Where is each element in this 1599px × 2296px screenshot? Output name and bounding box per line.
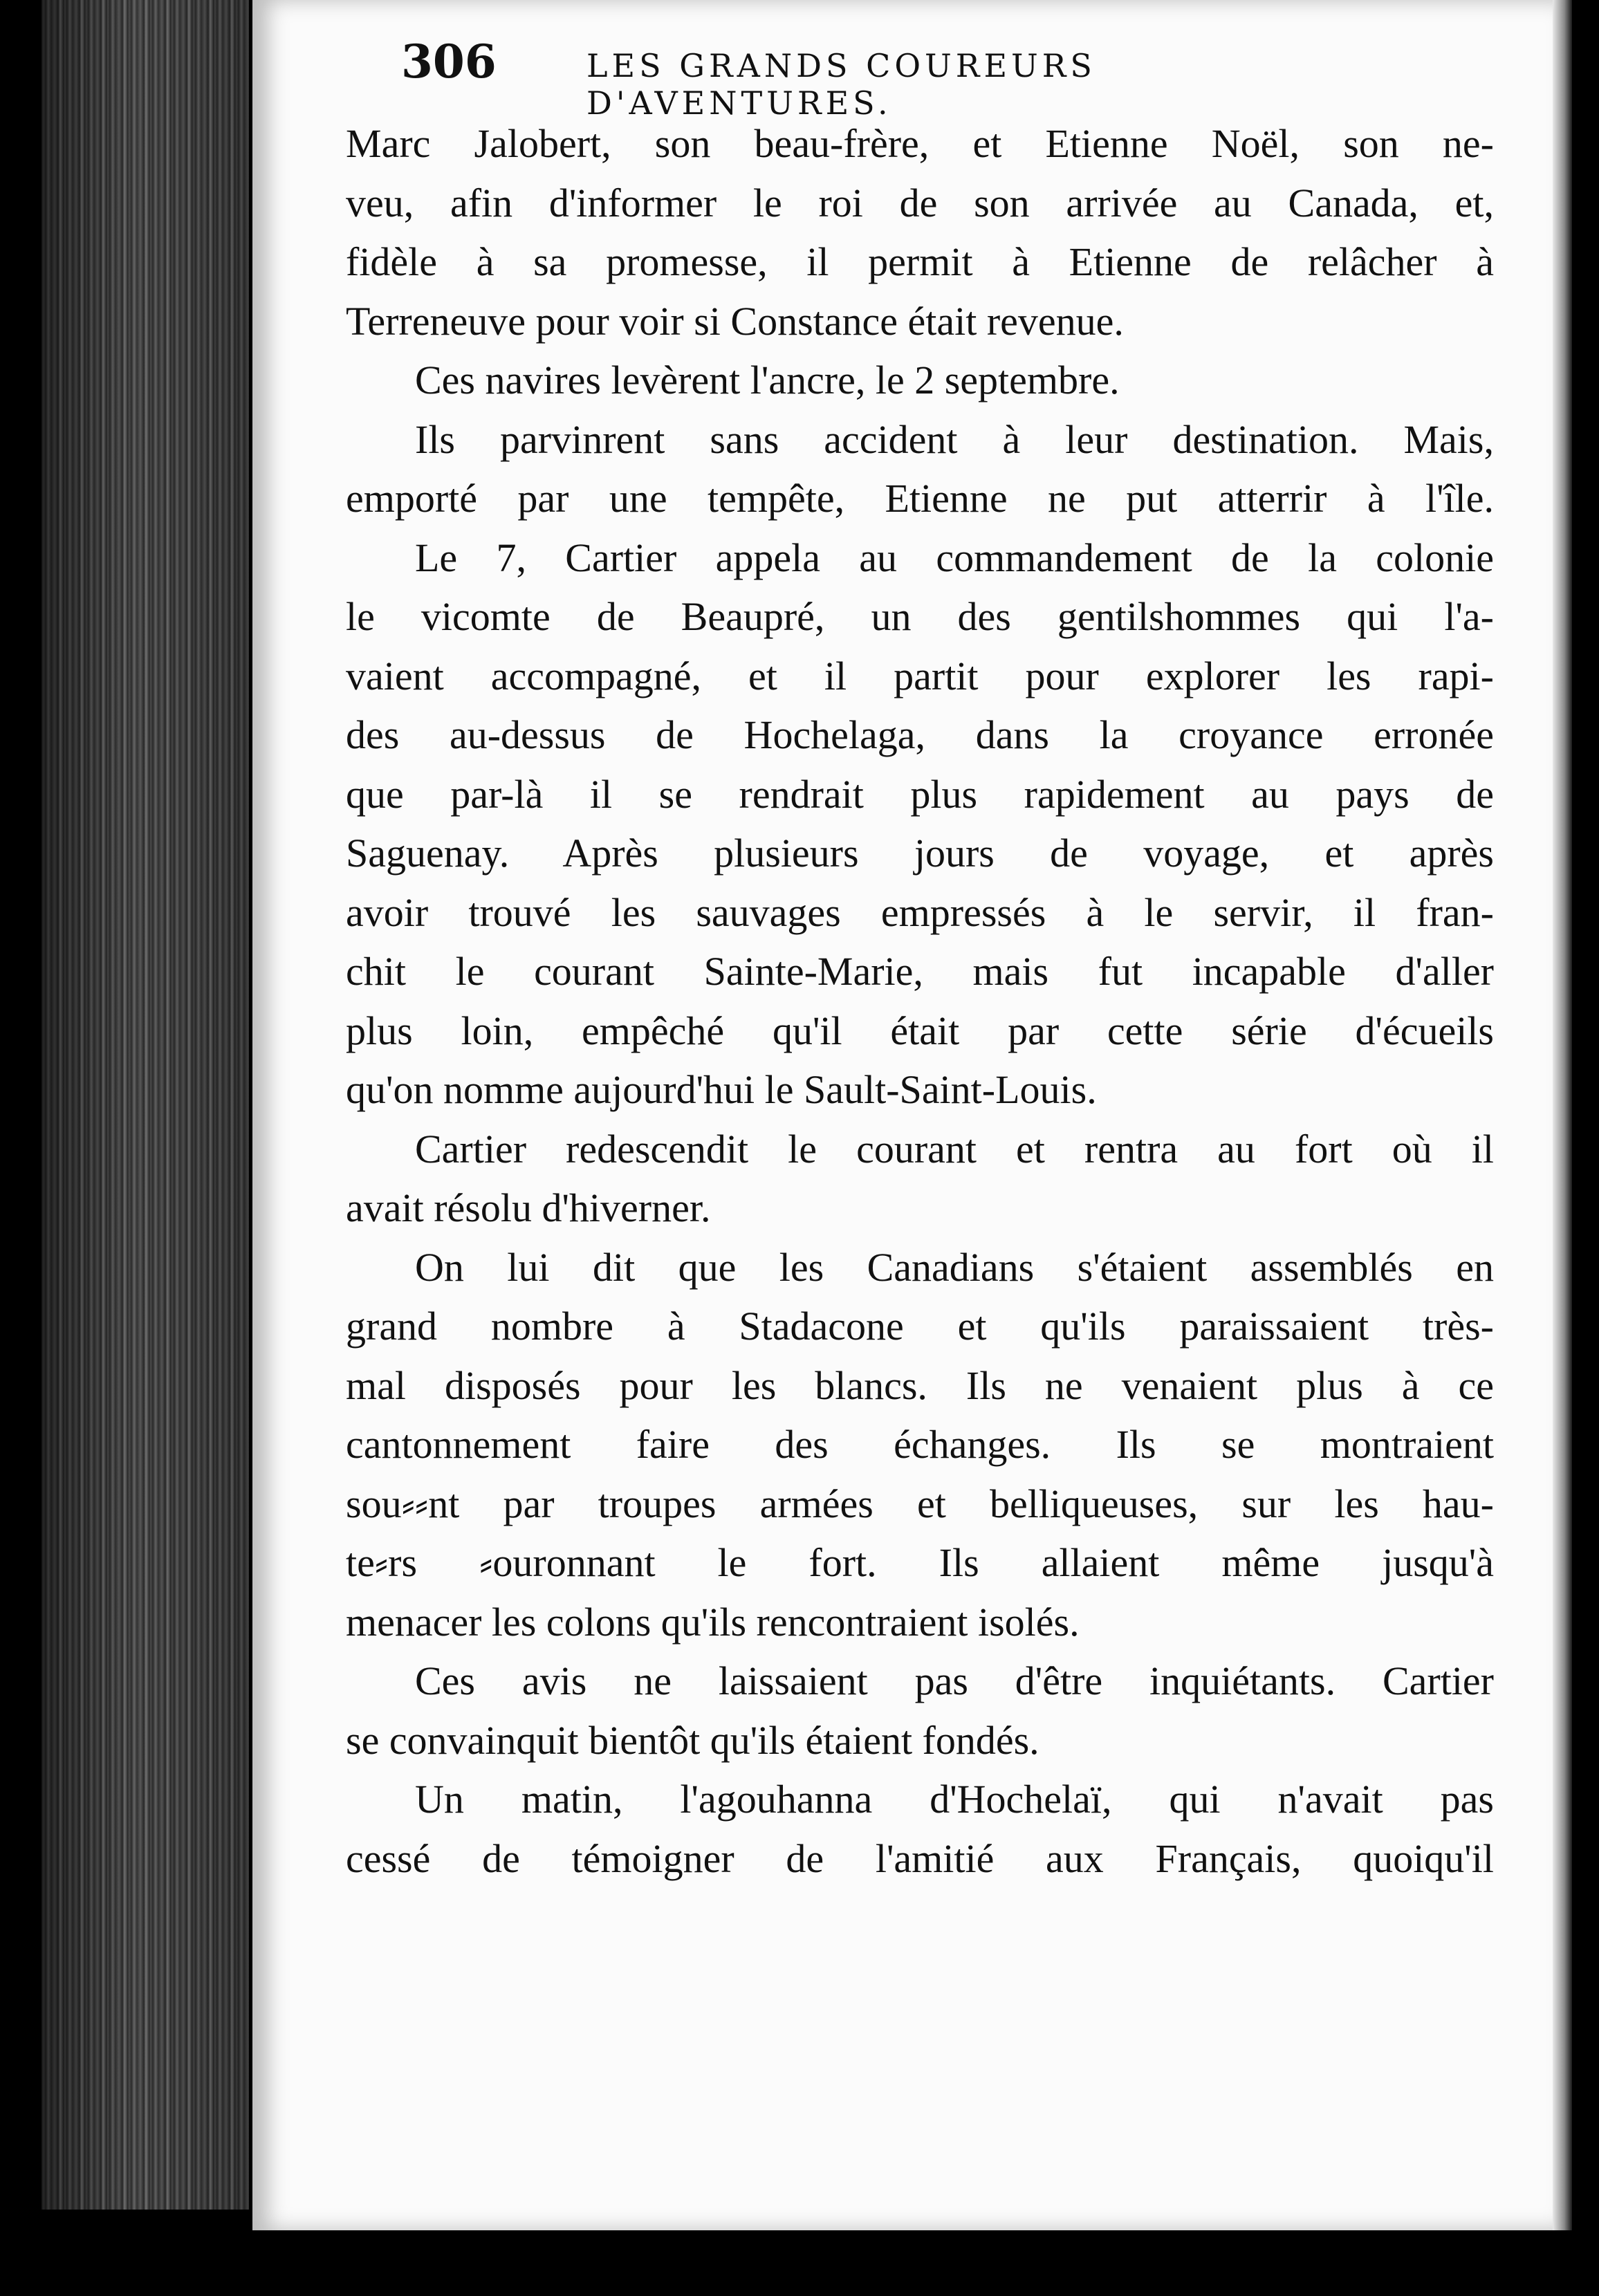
text-line: On lui dit que les Canadians s'étaient assemblés en	[415, 1244, 1494, 1290]
text-line: emporté par une tempête, Etienne ne put atterrir à l'île.	[346, 476, 1494, 521]
text-line: vaient accompagné, et il partit pour explorer les rapi-	[346, 653, 1494, 698]
text-line: qu'on nomme aujourd'hui le Sault-Saint-Louis.	[346, 1067, 1097, 1112]
text-line: des au-dessus de Hochelaga, dans la croyance erronée	[346, 712, 1494, 757]
page-edge	[1553, 0, 1572, 2230]
text-line: Saguenay. Après plusieurs jours de voyage, et après	[346, 831, 1494, 876]
text-line: fidèle à sa promesse, il permit à Etienne de relâcher à	[346, 239, 1494, 284]
running-title: LES GRANDS COUREURS D'AVENTURES.	[586, 47, 1096, 122]
text-line: que par-là il se rendrait plus rapidement au pays de	[346, 771, 1494, 817]
text-line: chit le courant Sainte-Marie, mais fut incapable d'aller	[346, 949, 1494, 994]
text-line: Ils parvinrent sans accident à leur destination. Mais,	[415, 416, 1494, 462]
page-header	[401, 35, 1411, 122]
text-line: menacer les colons qu'ils rencontraient isolés.	[346, 1599, 1080, 1645]
page-number: 306	[401, 35, 497, 89]
text-line: Un matin, l'agouhanna d'Hochelaï, qui n'avait pas	[415, 1777, 1494, 1822]
text-line: te⸗rs ⸗ouronnant le fort. Ils allaient même jusqu'à	[346, 1540, 1494, 1585]
body-text	[346, 114, 1494, 1888]
text-line: sou⸗⸗nt par troupes armées et belliqueuses, sur les hau-	[346, 1481, 1494, 1526]
text-line: plus loin, empêché qu'il était par cette série d'écueils	[346, 1008, 1494, 1053]
text-line: Ces avis ne laissaient pas d'être inquiétants. Cartier	[415, 1658, 1494, 1703]
text-line: veu, afin d'informer le roi de son arrivée au Canada, et,	[346, 180, 1494, 225]
gutter-shadow	[41, 0, 249, 2210]
text-line: Marc Jalobert, son beau-frère, et Etienne Noël, son ne-	[346, 121, 1494, 166]
text-line: Cartier redescendit le courant et rentra au fort où il	[415, 1126, 1494, 1172]
text-line: grand nombre à Stadacone et qu'ils paraissaient très-	[346, 1304, 1494, 1349]
text-line: le vicomte de Beaupré, un des gentilshommes qui l'a-	[346, 594, 1494, 639]
text-line: avait résolu d'hiverner.	[346, 1185, 711, 1230]
text-line: avoir trouvé les sauvages empressés à le servir, il fran-	[346, 889, 1494, 935]
text-line: cantonnement faire des échanges. Ils se montraient	[346, 1422, 1494, 1467]
text-line: cessé de témoigner de l'amitié aux Français, quoiqu'il	[346, 1835, 1494, 1881]
text-line: se convainquit bientôt qu'ils étaient fondés.	[346, 1717, 1039, 1763]
text-line: Le 7, Cartier appela au commandement de la colonie	[415, 535, 1494, 580]
text-line: Terreneuve pour voir si Constance était revenue.	[346, 298, 1124, 344]
text-line: mal disposés pour les blancs. Ils ne venaient plus à ce	[346, 1362, 1494, 1408]
text-line: Ces navires levèrent l'ancre, le 2 septembre.	[415, 358, 1120, 402]
